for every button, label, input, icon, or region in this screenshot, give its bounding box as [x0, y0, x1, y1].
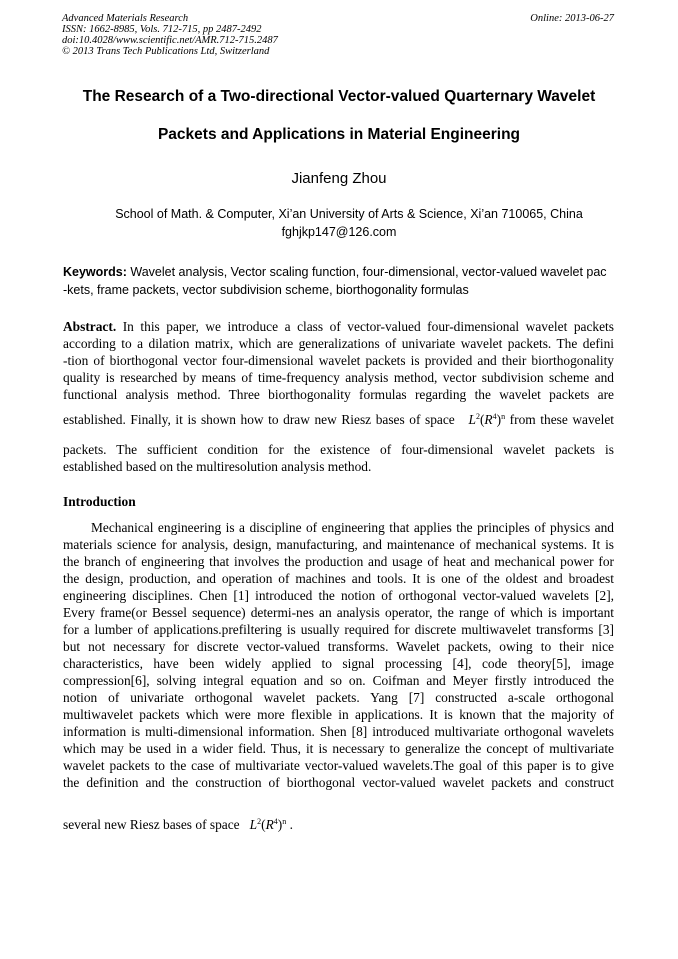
intro-line: Mechanical engineering is a discipline of engineering that applies the principles of physics and: [91, 520, 614, 535]
abstract-line-5: functional analysis method. Three biorthogonality formulas regarding the wavelet packets are: [63, 387, 614, 402]
abstract-line-1: [63, 318, 614, 335]
author-email: fghjkp147@126.com: [281, 225, 397, 239]
intro-line: compression[6], solving integral equation and so on. Coifman and Meyer firstly introduced the: [63, 673, 614, 688]
abstract-line-2: according to a dilation matrix, which are generalizations of univariate wavelet packets. The defini: [63, 336, 614, 351]
riesz-space-formula: $L^2(R^4)^n$: [249, 817, 287, 832]
author-affiliation: School of Math. & Computer, Xi’an University of Arts & Science, Xi’an 710065, China: [115, 207, 583, 221]
abstract-line-8: established based on the multiresolution analysis method.: [63, 459, 372, 474]
intro-line: the design, production, and operation of machines and tools. It is one of the oldest and broadest: [63, 571, 614, 586]
intro-line: multiwavelet packets which were more flexible in applications. It is known that the majority of: [63, 707, 614, 722]
intro-line: the branch of engineering that involves the production and usage of heat and mechanical power for: [63, 554, 614, 569]
journal-issn: ISSN: 1662-8985, Vols. 712-715, pp 2487-2492: [62, 24, 262, 35]
keywords-block: [63, 263, 615, 299]
journal-header: [62, 13, 278, 57]
intro-line: the definition and the construction of biorthogonal vector-valued wavelet packets and construct: [63, 775, 614, 790]
abstract-line-7: packets. The sufficient condition for the existence of four-dimensional wavelet packets is: [63, 442, 614, 457]
intro-line: materials science for analysis, design, manufacturing, and maintenance of mechanical systems. It is: [63, 537, 614, 552]
paper-title-line-1: The Research of a Two-directional Vector-valued Quarternary Wavelet: [82, 88, 596, 105]
abstract-line-4: quality is researched by means of time-frequency analysis method, vector subdivision scheme and: [63, 370, 614, 385]
online-date: Online: 2013-06-27: [530, 13, 614, 24]
intro-line: wavelet packets to the case of multivariate vector-valued wavelets.The goal of this paper is to give: [63, 758, 614, 773]
abstract-text-6a: established. Finally, it is shown how to draw new Riesz bases of space: [63, 412, 455, 427]
intro-line: Every frame(or Bessel sequence) determi-nes an analysis operator, the range of which is important: [63, 605, 614, 620]
riesz-space-formula: $L^2(R^4)^n$: [468, 412, 506, 427]
paper-title-line-2: Packets and Applications in Material Engineering: [157, 126, 521, 143]
intro-line: for a lumber of applications.prefiltering is usually required for discrete multiwavelet transforms [3]: [63, 622, 614, 637]
intro-line: information is multi-dimensional information. Shen [8] introduced multivariate orthogonal wavelets: [63, 724, 614, 739]
intro-last-period: .: [289, 817, 293, 832]
abstract-label: Abstract.: [63, 319, 117, 334]
journal-copyright: © 2013 Trans Tech Publications Ltd, Switzerland: [62, 46, 270, 57]
keywords-label: Keywords:: [63, 265, 127, 279]
keywords-text-1: Wavelet analysis, Vector scaling function, four-dimensional, vector-valued wavelet pac: [130, 265, 607, 279]
journal-doi: doi:10.4028/www.scientific.net/AMR.712-715.2487: [62, 35, 278, 46]
section-heading: Introduction: [63, 494, 136, 509]
abstract-text-1: In this paper, we introduce a class of vector-valued four-dimensional wavelet packets: [122, 319, 614, 334]
intro-line: notion of univariate orthogonal wavelet packets. Yang [7] constructed a-scale orthogonal: [63, 690, 614, 705]
intro-line: which may be used in a wider field. Thus, it is necessary to generalize the concept of multivariate: [63, 741, 614, 756]
abstract-text-6b: from these wavelet: [509, 412, 615, 427]
intro-line-last: [63, 813, 614, 833]
journal-name: Advanced Materials Research: [62, 13, 189, 24]
abstract-line-3: -tion of biorthogonal vector four-dimensional wavelet packets is provided and their biorthogonality: [63, 353, 614, 368]
intro-line: but not necessary for discrete vector-valued transforms. Wavelet packets, owing to their nice: [63, 639, 614, 654]
keywords-text-2: -kets, frame packets, vector subdivision scheme, biorthogonality formulas: [63, 283, 469, 297]
author-name: Jianfeng Zhou: [291, 170, 387, 187]
intro-line: characteristics, have been widely applied to signal processing [4], code theory[5], image: [63, 656, 614, 671]
intro-line: engineering disciplines. Chen [1] introduced the notion of orthogonal vector-valued wavelets [2],: [63, 588, 614, 603]
intro-last-text: several new Riesz bases of space: [63, 817, 240, 832]
abstract-line-6: [63, 408, 614, 428]
